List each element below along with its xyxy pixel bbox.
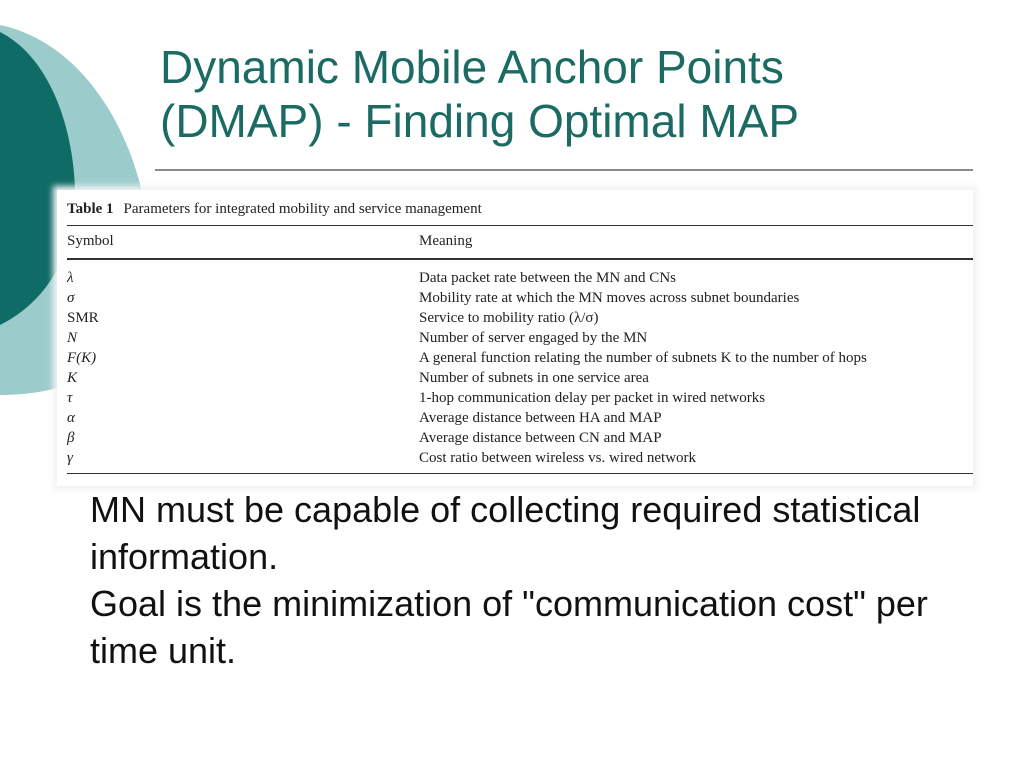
parameters-table-figure (57, 190, 973, 486)
table-row (67, 388, 973, 408)
row-meaning: 1-hop communication delay per packet in wired networks (419, 390, 766, 406)
row-symbol: γ (67, 450, 73, 466)
table-row (67, 328, 973, 348)
slide-title-line-2: (DMAP) - Finding Optimal MAP (160, 95, 800, 147)
row-symbol: β (67, 430, 75, 446)
table-body (67, 268, 973, 468)
table-row (67, 448, 973, 468)
table-row (67, 268, 973, 288)
row-symbol: SMR (67, 310, 99, 326)
table-row (67, 308, 973, 328)
row-meaning: A general function relating the number of subnets K to the number of hops (419, 350, 867, 366)
row-symbol: N (67, 330, 78, 346)
slide-body (90, 486, 970, 674)
table-top-rule (67, 225, 973, 226)
table-row (67, 368, 973, 388)
table-row (67, 348, 973, 368)
table-label: Table 1 (67, 201, 114, 217)
row-meaning: Data packet rate between the MN and CNs (419, 270, 676, 286)
table-caption (67, 200, 482, 218)
row-meaning: Service to mobility ratio (λ/σ) (419, 310, 599, 326)
slide-title-line-1: Dynamic Mobile Anchor Points (160, 41, 784, 93)
row-meaning: Mobility rate at which the MN moves across subnet boundaries (419, 290, 800, 306)
row-symbol: F(K) (67, 350, 97, 366)
column-header-meaning: Meaning (419, 233, 473, 249)
body-paragraph-2: Goal is the minimization of "communication cost" per time unit. (90, 583, 928, 671)
slide-title (160, 40, 980, 148)
table-caption-text: Parameters for integrated mobility and service management (123, 201, 482, 217)
title-divider (155, 169, 973, 171)
table-row (67, 428, 973, 448)
row-symbol: K (67, 370, 78, 386)
table-row (67, 288, 973, 308)
row-meaning: Cost ratio between wireless vs. wired network (419, 450, 697, 466)
row-meaning: Number of server engaged by the MN (419, 330, 648, 346)
table-row (67, 408, 973, 428)
row-symbol: α (67, 410, 75, 426)
row-symbol: σ (67, 290, 75, 306)
body-paragraph-1: MN must be capable of collecting required statistical information. (90, 489, 921, 577)
row-meaning: Average distance between CN and MAP (419, 430, 662, 446)
column-header-symbol: Symbol (67, 233, 114, 249)
row-symbol: τ (67, 390, 73, 406)
row-symbol: λ (67, 270, 74, 286)
table-header-rule (67, 258, 973, 260)
table-bottom-rule (67, 473, 973, 474)
row-meaning: Average distance between HA and MAP (419, 410, 662, 426)
row-meaning: Number of subnets in one service area (419, 370, 649, 386)
